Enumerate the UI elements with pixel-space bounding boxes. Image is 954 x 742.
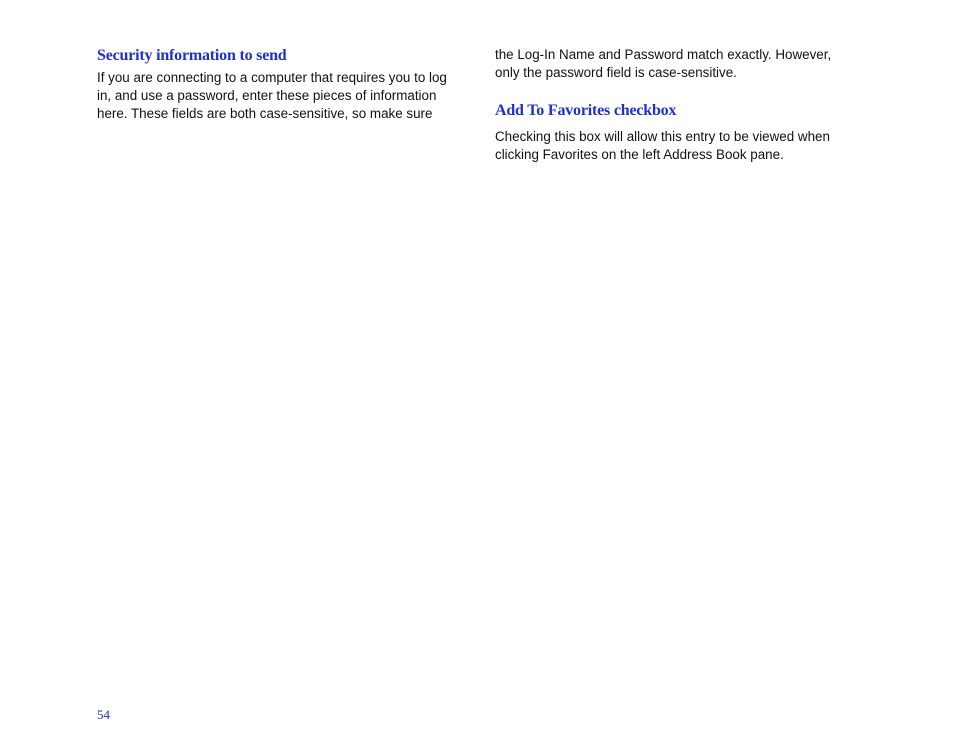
security-info-continuation: the Log-In Name and Password match exactly. However, only the password field is case-sensitive. <box>495 47 832 80</box>
left-column <box>97 46 467 123</box>
security-info-heading: Security information to send <box>97 47 287 64</box>
favorites-checkbox-paragraph: Checking this box will allow this entry to be viewed when clicking Favorites on the left Address Book pane. <box>495 129 830 162</box>
page-number: 54 <box>97 707 110 722</box>
security-info-paragraph: If you are connecting to a computer that requires you to log in, and use a password, enter these pieces of information here. These fields are both case-sensitive, so make sure <box>97 70 447 121</box>
right-column <box>495 46 850 164</box>
favorites-checkbox-heading: Add To Favorites checkbox <box>495 102 677 119</box>
